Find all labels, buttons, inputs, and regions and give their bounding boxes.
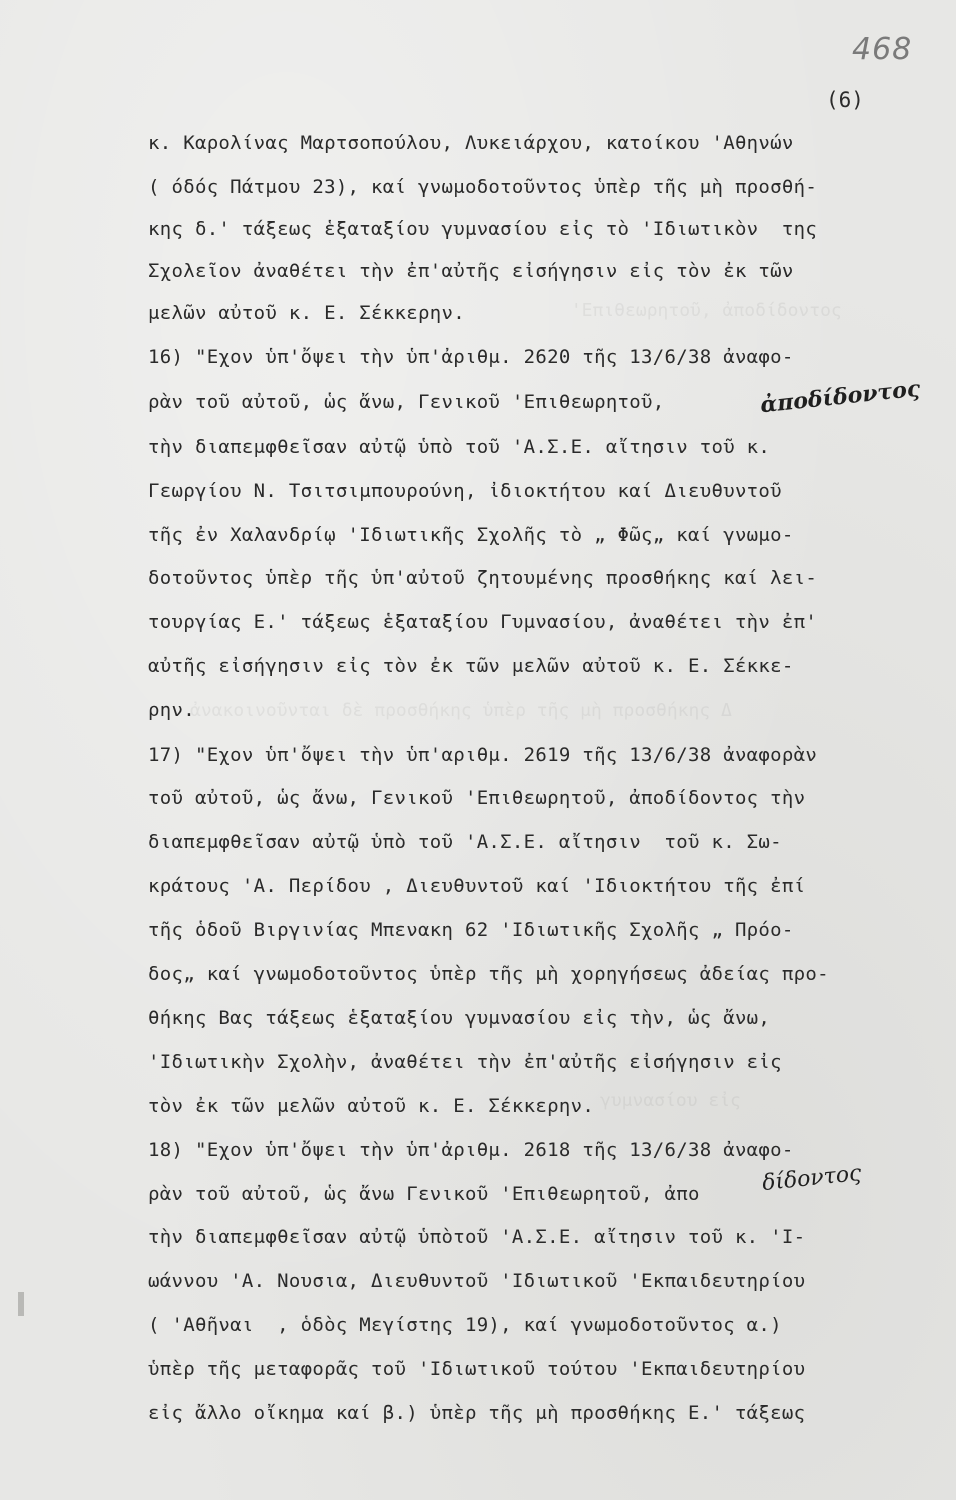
- text-line: τὴν διαπεμφθεῖσαν αὐτῷ ὑπὸτοῦ 'Α.Σ.Ε. αἴτησιν τοῦ κ. 'Ι-: [148, 1226, 806, 1248]
- text-line: μελῶν αὐτοῦ κ. Ε. Σέκκερην.: [148, 302, 465, 324]
- text-line: εἰς ἄλλο οἴκημα καί β.) ὑπὲρ τῆς μὴ προσθήκης Ε.' τάξεως: [148, 1402, 806, 1424]
- margin-mark: [18, 1292, 24, 1316]
- text-line: τῆς ὁδοῦ Βιργινίας Μπενακη 62 'Ιδιωτικῆς Σχολῆς „ Πρόο-: [148, 919, 794, 941]
- text-line: 'Ιδιωτικὴν Σχολὴν, ἀναθέτει τὴν ἐπ'αὐτῆς εἰσήγησιν εἰς: [148, 1051, 782, 1073]
- text-line: ρην.: [148, 699, 195, 721]
- text-line: τὸν ἐκ τῶν μελῶν αὐτοῦ κ. Ε. Σέκκερην.: [148, 1095, 595, 1117]
- text-line: κης δ.' τάξεως ἑξαταξίου γυμνασίου εἰς τὸ 'Ιδιωτικὸν της: [148, 218, 818, 240]
- text-line: τουργίας Ε.' τάξεως ἑξαταξίου Γυμνασίου, ἀναθέτει τὴν ἐπ': [148, 611, 818, 633]
- show-through-text: ἀνακοινοῦνται δὲ προσθήκης ὑπὲρ τῆς μὴ προσθήκης Δ: [190, 700, 732, 721]
- text-line: ρὰν τοῦ αὐτοῦ, ὡς ἄνω, Γενικοῦ 'Επιθεωρητοῦ,: [148, 391, 665, 413]
- text-line: Σχολεῖον ἀναθέτει τὴν ἐπ'αὐτῆς εἰσήγησιν εἰς τὸν ἐκ τῶν: [148, 260, 794, 282]
- page-number: (6): [826, 88, 864, 112]
- text-line: διαπεμφθεῖσαν αὐτῷ ὑπὸ τοῦ 'Α.Σ.Ε. αἴτησιν τοῦ κ. Σω-: [148, 831, 782, 853]
- text-line: κ. Καρολίνας Μαρτσοπούλου, Λυκειάρχου, κατοίκου 'Αθηνών: [148, 132, 794, 154]
- handwritten-correction: δίδοντος: [760, 1160, 863, 1197]
- folio-number: 468: [852, 32, 913, 67]
- text-line: δοτοῦντος ὑπὲρ τῆς ὑπ'αὐτοῦ ζητουμένης προσθήκης καί λει-: [148, 567, 818, 589]
- text-line: 18) "Εχον ὑπ'ὄψει τὴν ὑπ'ἀριθμ. 2618 τῆς 13/6/38 ἀναφο-: [148, 1139, 794, 1161]
- text-line: Γεωργίου Ν. Τσιτσιμπουρούνη, ἰδιοκτήτου καί Διευθυντοῦ: [148, 480, 782, 502]
- text-line: ( όδός Πάτμου 23), καί γνωμοδοτοῦντος ὑπὲρ τῆς μὴ προσθή-: [148, 176, 818, 198]
- show-through-text: 'Επιθεωρητοῦ, ἀποδίδοντος: [560, 300, 842, 321]
- text-line: αὐτῆς εἰσήγησιν εἰς τὸν ἐκ τῶν μελῶν αὐτοῦ κ. Ε. Σέκκε-: [148, 655, 794, 677]
- text-line: ωάννου 'Α. Νουσια, Διευθυντοῦ 'Ιδιωτικοῦ 'Εκπαιδευτηρίου: [148, 1270, 806, 1292]
- text-line: τῆς ἐν Χαλανδρίῳ 'Ιδιωτικῆς Σχολῆς τὸ „ Φῶς„ καί γνωμο-: [148, 524, 794, 546]
- text-line: ὑπὲρ τῆς μεταφορᾶς τοῦ 'Ιδιωτικοῦ τούτου 'Εκπαιδευτηρίου: [148, 1358, 806, 1380]
- handwritten-correction: ἀποδίδοντος: [759, 375, 922, 419]
- text-line: κράτους 'Α. Περίδου , Διευθυντοῦ καί 'Ιδιοκτήτου τῆς ἐπί: [148, 875, 806, 897]
- text-line: ( 'Αθῆναι , ὁδὸς Μεγίστης 19), καί γνωμοδοτοῦντος α.): [148, 1314, 782, 1336]
- show-through-text: γυμνασίου εἰς: [600, 1090, 741, 1111]
- text-line: δος„ καί γνωμοδοτοῦντος ὑπὲρ τῆς μὴ χορηγήσεως ἀδείας προ-: [148, 963, 829, 985]
- text-line: 16) "Εχον ὑπ'ὄψει τὴν ὑπ'ἀριθμ. 2620 τῆς 13/6/38 ἀναφο-: [148, 346, 794, 368]
- text-line: θήκης Βας τάξεως ἑξαταξίου γυμνασίου εἰς τὴν, ὡς ἄνω,: [148, 1007, 771, 1029]
- text-line: τὴν διαπεμφθεῖσαν αὐτῷ ὑπὸ τοῦ 'Α.Σ.Ε. αἴτησιν τοῦ κ.: [148, 436, 771, 458]
- text-line: τοῦ αὐτοῦ, ὡς ἄνω, Γενικοῦ 'Επιθεωρητοῦ, ἀποδίδοντος τὴν: [148, 787, 806, 809]
- text-line: ρὰν τοῦ αὐτοῦ, ὡς ἄνω Γενικοῦ 'Επιθεωρητοῦ, ἀπο: [148, 1183, 700, 1205]
- text-line: 17) "Εχον ὑπ'ὄψει τὴν ὑπ'αριθμ. 2619 τῆς 13/6/38 ἀναφορὰν: [148, 744, 818, 766]
